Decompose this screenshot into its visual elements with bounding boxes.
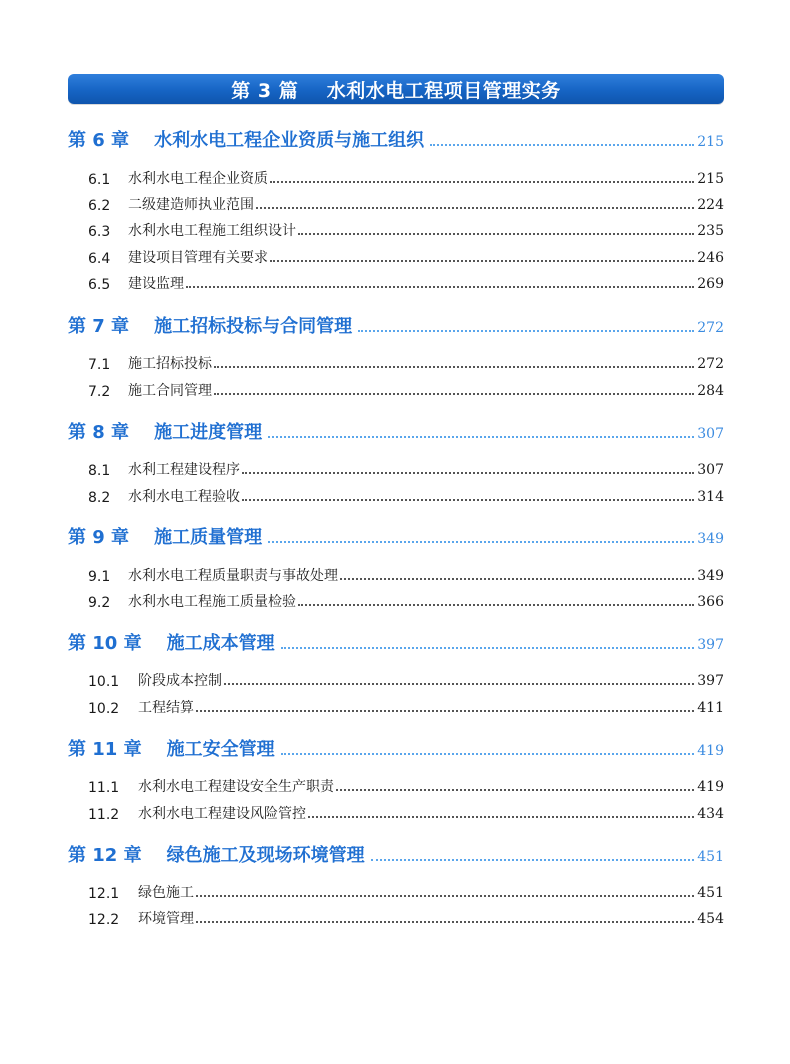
dot-leader bbox=[430, 144, 694, 146]
section-title: 建设项目管理有关要求 bbox=[128, 250, 268, 266]
dot-leader bbox=[196, 895, 694, 897]
section-6-3-entry[interactable] bbox=[88, 218, 724, 240]
section-page-number: 349 bbox=[697, 568, 724, 584]
dot-leader bbox=[270, 181, 694, 183]
dot-leader bbox=[281, 647, 695, 649]
dot-leader bbox=[242, 472, 694, 474]
chapter-page-number: 451 bbox=[697, 849, 724, 865]
section-page-number: 272 bbox=[697, 356, 724, 372]
section-number: 6.5 bbox=[88, 277, 111, 293]
section-page-number: 434 bbox=[697, 806, 724, 822]
dot-leader bbox=[308, 816, 694, 818]
section-9-1-entry[interactable] bbox=[88, 563, 724, 585]
section-number: 6.2 bbox=[88, 198, 111, 214]
section-number: 9.2 bbox=[88, 595, 111, 611]
part-title: 第 3 篇 水利水电工程项目管理实务 bbox=[231, 79, 561, 102]
section-number: 7.2 bbox=[88, 384, 111, 400]
section-number: 11.2 bbox=[88, 807, 120, 823]
chapter-9-entry[interactable] bbox=[68, 523, 724, 549]
dot-leader bbox=[270, 260, 694, 262]
section-6-4-entry[interactable] bbox=[88, 245, 724, 267]
section-page-number: 451 bbox=[697, 885, 724, 901]
section-number: 12.2 bbox=[88, 912, 120, 928]
dot-leader bbox=[298, 233, 694, 235]
section-title: 二级建造师执业范围 bbox=[128, 197, 254, 213]
chapter-12-entry[interactable] bbox=[68, 841, 724, 867]
chapter-page-number: 215 bbox=[697, 134, 724, 150]
chapter-10-entry[interactable] bbox=[68, 629, 724, 655]
section-page-number: 397 bbox=[697, 673, 724, 689]
section-10-1-entry[interactable] bbox=[88, 668, 724, 690]
dot-leader bbox=[224, 683, 694, 685]
section-title: 水利水电工程施工组织设计 bbox=[128, 223, 296, 239]
dot-leader bbox=[358, 330, 694, 332]
section-page-number: 246 bbox=[697, 250, 724, 266]
section-page-number: 314 bbox=[697, 489, 724, 505]
section-11-2-entry[interactable] bbox=[88, 801, 724, 823]
section-page-number: 269 bbox=[697, 276, 724, 292]
section-number: 6.3 bbox=[88, 224, 111, 240]
chapter-title: 第 6 章 水利水电工程企业资质与施工组织 bbox=[68, 130, 425, 151]
dot-leader bbox=[196, 710, 694, 712]
section-title: 施工招标投标 bbox=[128, 356, 212, 372]
section-title: 水利水电工程施工质量检验 bbox=[128, 594, 296, 610]
section-page-number: 307 bbox=[697, 462, 724, 478]
section-page-number: 235 bbox=[697, 223, 724, 239]
section-page-number: 284 bbox=[697, 383, 724, 399]
section-6-1-entry[interactable] bbox=[88, 166, 724, 188]
section-title: 水利水电工程建设安全生产职责 bbox=[138, 779, 334, 795]
section-page-number: 224 bbox=[697, 197, 724, 213]
dot-leader bbox=[214, 393, 694, 395]
section-title: 工程结算 bbox=[138, 700, 194, 716]
dot-leader bbox=[268, 436, 694, 438]
chapter-page-number: 307 bbox=[697, 426, 724, 442]
section-page-number: 419 bbox=[697, 779, 724, 795]
section-title: 建设监理 bbox=[128, 276, 184, 292]
dot-leader bbox=[340, 578, 694, 580]
section-title: 水利水电工程质量职责与事故处理 bbox=[128, 568, 338, 584]
chapter-title: 第 12 章 绿色施工及现场环境管理 bbox=[68, 845, 365, 866]
section-number: 11.1 bbox=[88, 780, 120, 796]
section-page-number: 454 bbox=[697, 911, 724, 927]
section-title: 水利水电工程验收 bbox=[128, 489, 240, 505]
dot-leader bbox=[336, 789, 694, 791]
chapter-title: 第 8 章 施工进度管理 bbox=[68, 422, 263, 443]
dot-leader bbox=[214, 366, 694, 368]
section-number: 6.4 bbox=[88, 251, 111, 267]
dot-leader bbox=[242, 499, 694, 501]
chapter-title: 第 11 章 施工安全管理 bbox=[68, 739, 275, 760]
section-title: 水利水电工程企业资质 bbox=[128, 171, 268, 187]
chapter-page-number: 397 bbox=[697, 637, 724, 653]
chapter-page-number: 272 bbox=[697, 320, 724, 336]
section-number: 10.1 bbox=[88, 674, 120, 690]
dot-leader bbox=[256, 207, 694, 209]
section-title: 环境管理 bbox=[138, 911, 194, 927]
section-12-2-entry[interactable] bbox=[88, 906, 724, 928]
section-10-2-entry[interactable] bbox=[88, 695, 724, 717]
section-number: 6.1 bbox=[88, 172, 111, 188]
section-title: 水利水电工程建设风险管控 bbox=[138, 806, 306, 822]
section-9-2-entry[interactable] bbox=[88, 589, 724, 611]
part-banner bbox=[68, 74, 724, 104]
dot-leader bbox=[196, 921, 694, 923]
section-title: 水利工程建设程序 bbox=[128, 462, 240, 478]
section-number: 8.2 bbox=[88, 490, 111, 506]
chapter-8-entry[interactable] bbox=[68, 418, 724, 444]
chapter-title: 第 10 章 施工成本管理 bbox=[68, 633, 275, 654]
section-number: 7.1 bbox=[88, 357, 111, 373]
chapter-title: 第 9 章 施工质量管理 bbox=[68, 527, 263, 548]
chapter-7-entry[interactable] bbox=[68, 312, 724, 338]
dot-leader bbox=[298, 604, 694, 606]
chapter-page-number: 349 bbox=[697, 531, 724, 547]
section-number: 10.2 bbox=[88, 701, 120, 717]
section-8-2-entry[interactable] bbox=[88, 484, 724, 506]
section-number: 9.1 bbox=[88, 569, 111, 585]
dot-leader bbox=[371, 859, 695, 861]
section-title: 施工合同管理 bbox=[128, 383, 212, 399]
section-title: 阶段成本控制 bbox=[138, 673, 222, 689]
dot-leader bbox=[268, 541, 694, 543]
section-page-number: 411 bbox=[697, 700, 724, 716]
section-title: 绿色施工 bbox=[138, 885, 194, 901]
dot-leader bbox=[186, 286, 694, 288]
section-12-1-entry[interactable] bbox=[88, 880, 724, 902]
section-page-number: 366 bbox=[697, 594, 724, 610]
section-11-1-entry[interactable] bbox=[88, 774, 724, 796]
section-page-number: 215 bbox=[697, 171, 724, 187]
section-7-1-entry[interactable] bbox=[88, 351, 724, 373]
section-7-2-entry[interactable] bbox=[88, 378, 724, 400]
chapter-page-number: 419 bbox=[697, 743, 724, 759]
chapter-title: 第 7 章 施工招标投标与合同管理 bbox=[68, 316, 353, 337]
section-6-5-entry[interactable] bbox=[88, 271, 724, 293]
dot-leader bbox=[281, 753, 695, 755]
chapter-6-entry[interactable] bbox=[68, 126, 724, 152]
section-8-1-entry[interactable] bbox=[88, 457, 724, 479]
section-number: 8.1 bbox=[88, 463, 111, 479]
section-number: 12.1 bbox=[88, 886, 120, 902]
chapter-11-entry[interactable] bbox=[68, 735, 724, 761]
section-6-2-entry[interactable] bbox=[88, 192, 724, 214]
